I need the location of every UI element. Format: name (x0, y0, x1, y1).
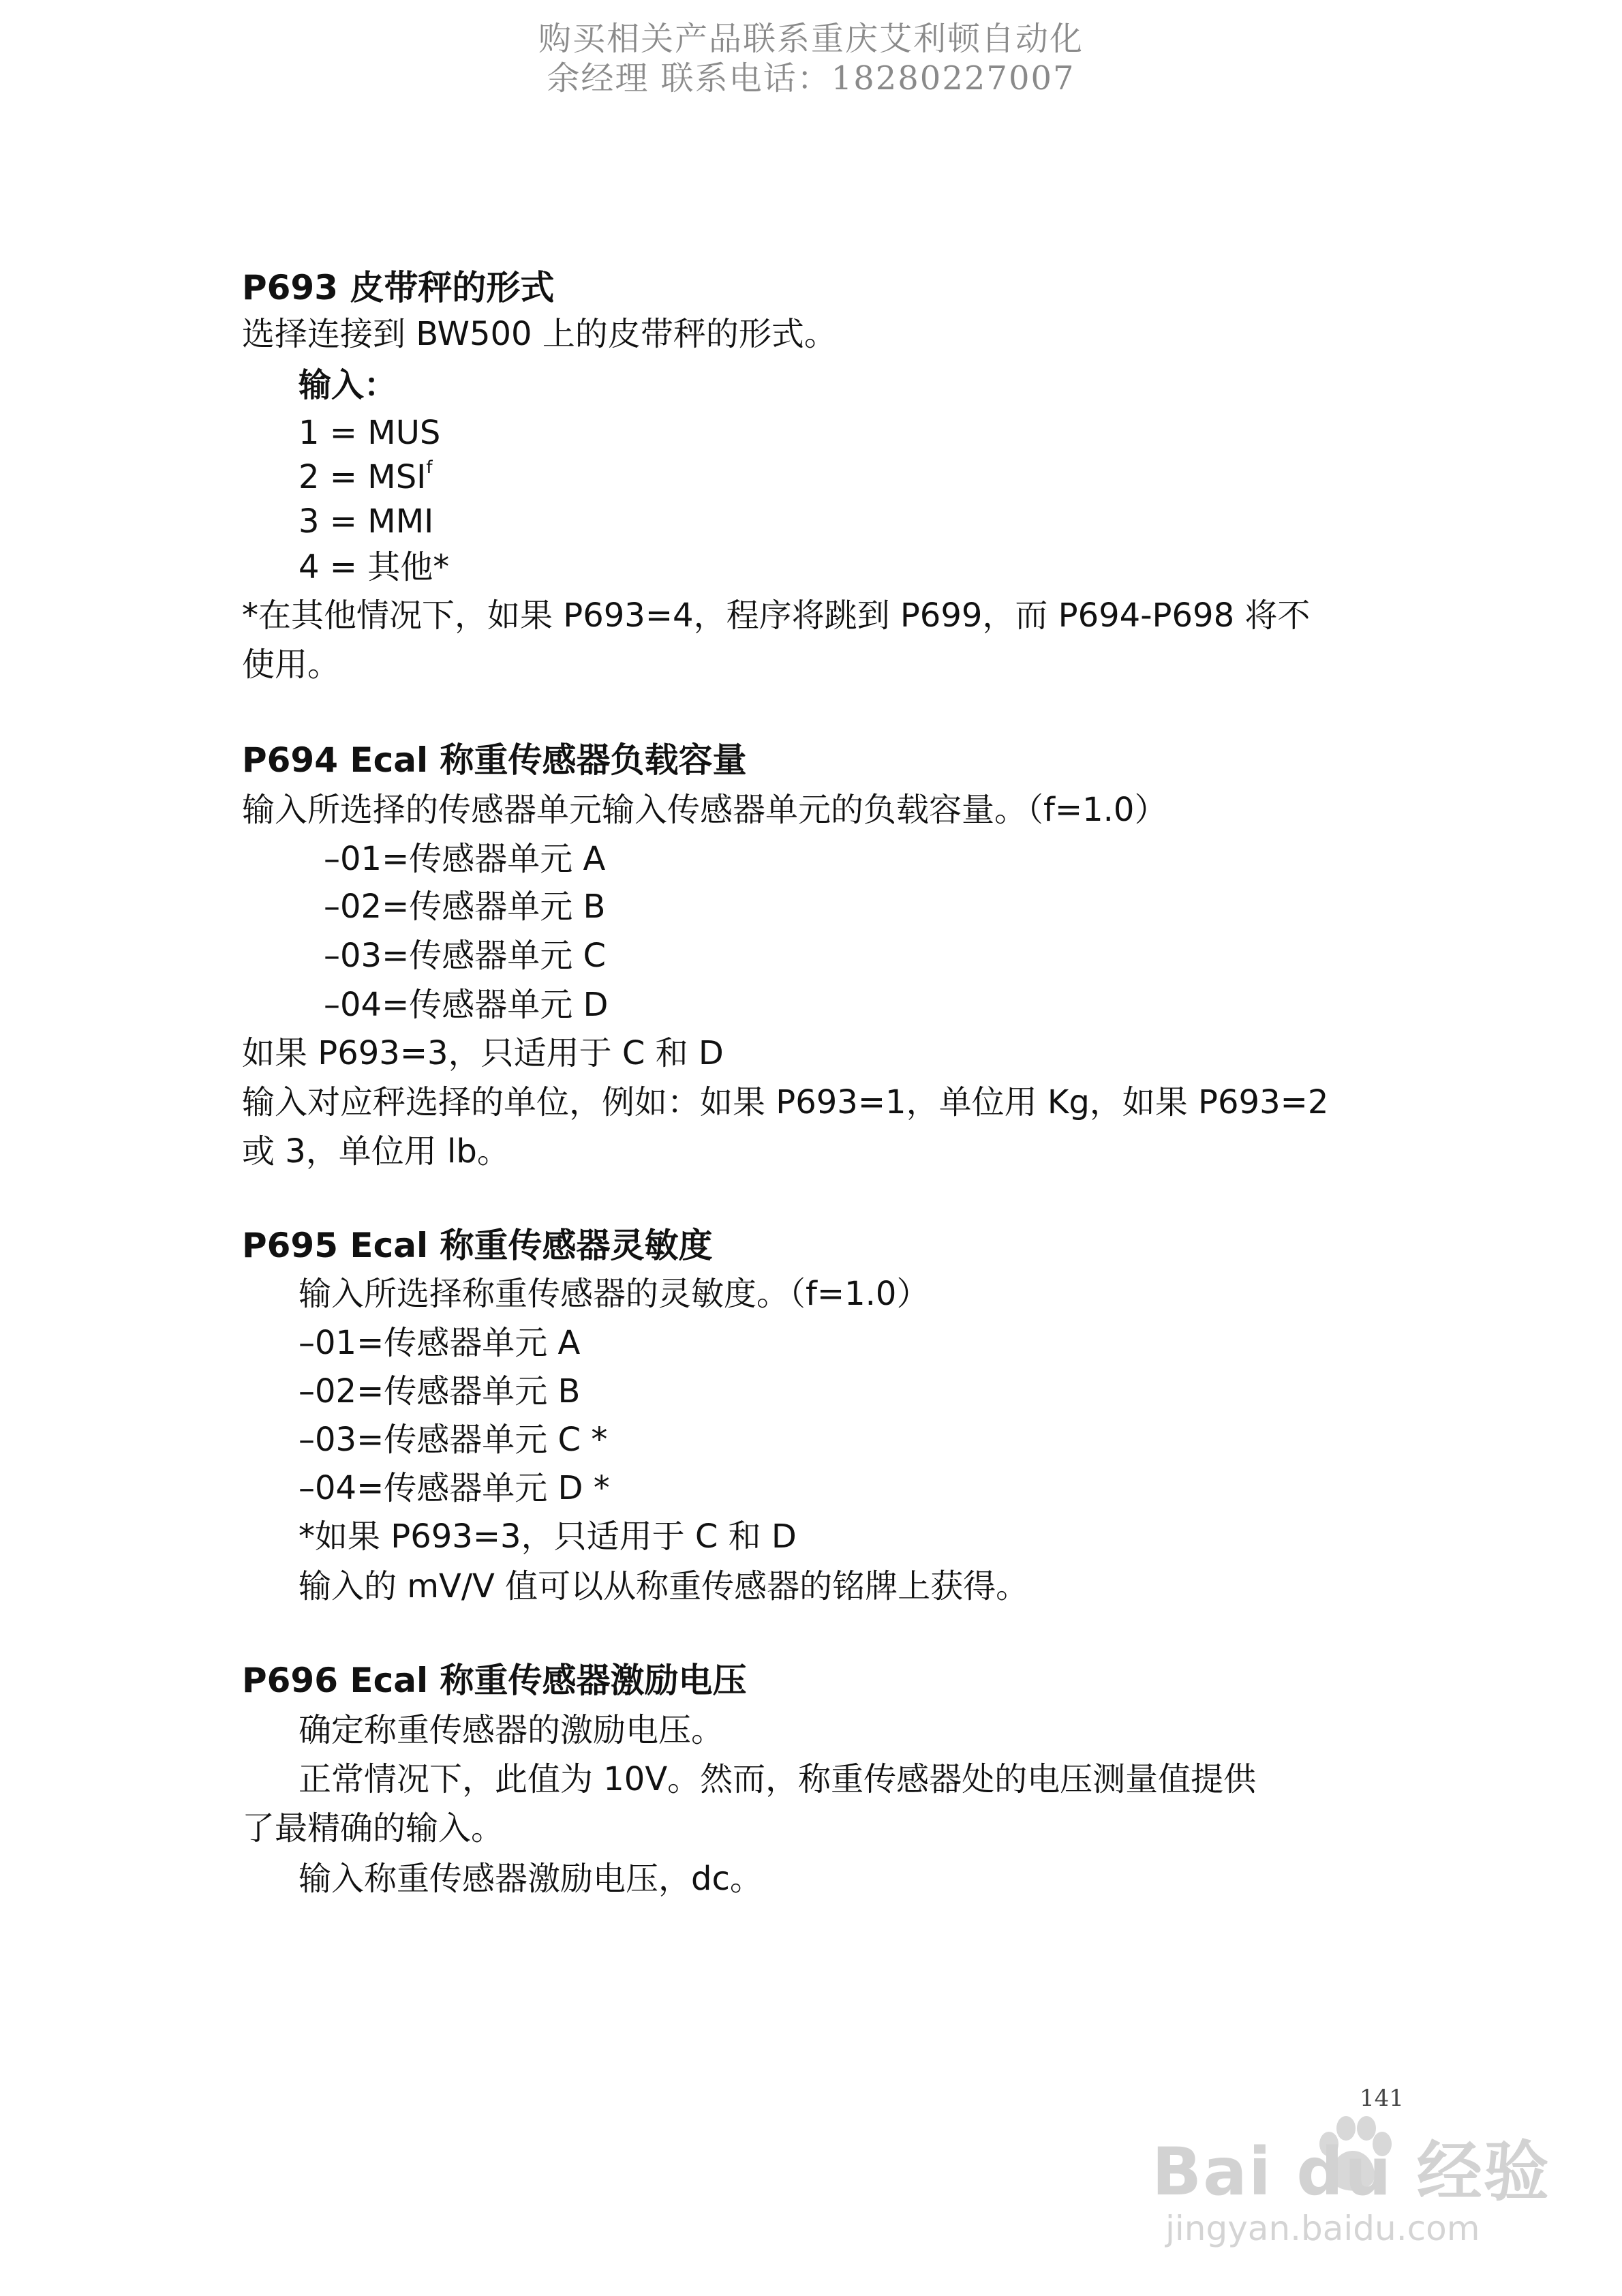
p696-description: 确定称重传感器的激励电压。 (299, 1711, 724, 1749)
watermark-url: jingyan.baidu.com (1165, 2209, 1480, 2248)
p696-heading: P696 Ecal 称重传感器激励电压 (242, 1661, 747, 1700)
p695-nameplate-note: 输入的 mV/V 值可以从称重传感器的铭牌上获得。 (299, 1567, 1029, 1605)
p693-input-label: 输入： (299, 366, 397, 404)
p693-option-2-superscript: f (426, 457, 433, 478)
p696-normal-line-2: 了最精确的输入。 (242, 1809, 504, 1847)
p694-unit-line-1: 输入对应秤选择的单位，例如：如果 P693=1，单位用 Kg，如果 P693=2 (242, 1083, 1329, 1121)
p695-item-04: –04=传感器单元 D * (299, 1469, 610, 1507)
header-phone-line: 余经理 联系电话：18280227007 (547, 59, 1075, 97)
p693-description: 选择连接到 BW500 上的皮带秤的形式。 (242, 315, 837, 353)
p693-heading: P693 皮带秤的形式 (242, 268, 555, 307)
p695-description: 输入所选择称重传感器的灵敏度。（f=1.0） (299, 1275, 930, 1313)
p693-option-2: $2 = MSI^f$ (299, 457, 433, 496)
page-number: 141 (1360, 2085, 1404, 2112)
p694-item-04: –04=传感器单元 D (324, 986, 609, 1024)
p695-item-03: –03=传感器单元 C * (299, 1421, 608, 1459)
p696-normal-line-1: 正常情况下，此值为 10V。然而，称重传感器处的电压测量值提供 (299, 1760, 1257, 1798)
baidu-watermark (1152, 2093, 1561, 2263)
p694-condition: 如果 P693=3，只适用于 C 和 D (242, 1034, 724, 1072)
p693-note-line-2: 使用。 (242, 646, 341, 684)
p694-item-03: –03=传感器单元 C (324, 937, 607, 975)
p694-item-02: –02=传感器单元 B (324, 888, 606, 926)
p693-option-3: 3 = MMI (299, 502, 434, 541)
p695-item-01: –01=传感器单元 A (299, 1324, 581, 1362)
p693-note-line-1: *在其他情况下，如果 P693=4，程序将跳到 P699，而 P694-P698 将不 (242, 596, 1311, 635)
header-company-line: 购买相关产品联系重庆艾利顿自动化 (538, 20, 1084, 58)
p695-heading: P695 Ecal 称重传感器灵敏度 (242, 1226, 713, 1265)
watermark-brand: Bai du 经验 (1152, 2134, 1550, 2210)
p693-option-1: 1 = MUS (299, 414, 441, 452)
p694-item-01: –01=传感器单元 A (324, 840, 606, 878)
p694-unit-line-2: 或 3，单位用 lb。 (242, 1132, 510, 1170)
p696-input-instruction: 输入称重传感器激励电压，dc。 (299, 1860, 763, 1898)
p693-option-4: 4 = 其他* (299, 548, 450, 586)
p695-item-02: –02=传感器单元 B (299, 1372, 581, 1410)
p695-note: *如果 P693=3，只适用于 C 和 D (299, 1517, 797, 1556)
p694-heading: P694 Ecal 称重传感器负载容量 (242, 740, 747, 780)
p694-description: 输入所选择的传感器单元输入传感器单元的负载容量。（f=1.0） (242, 791, 1167, 829)
